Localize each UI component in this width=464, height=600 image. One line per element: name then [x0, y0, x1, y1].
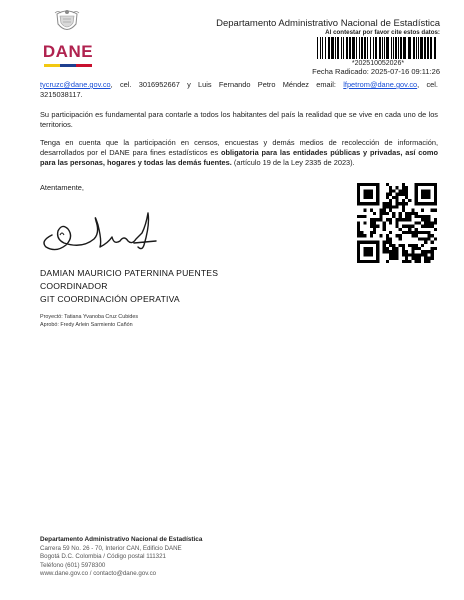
projected-by: Proyectó: Tatiana Yvanoba Cruz Cubides [40, 314, 139, 320]
contact-cel2: , cel. [417, 80, 438, 89]
cite-note: Al contestar por favor cite estos datos: [325, 29, 440, 36]
radicado-number: *202510052026* [351, 60, 405, 67]
footer [40, 536, 340, 579]
closing-salutation: Atentamente, [40, 183, 84, 192]
paragraph-obligation [40, 138, 438, 168]
flag-yellow-stripe [44, 64, 60, 67]
flag-blue-stripe [60, 64, 76, 67]
footer-address: Carrera 59 No. 26 - 70, Interior CAN, Edificio DANE [40, 544, 182, 552]
radicado-barcode [317, 37, 439, 61]
footer-phone: Teléfono (601) 5978300 [40, 561, 106, 569]
dane-wordmark: DANE [42, 42, 94, 61]
dane-logo [40, 8, 96, 78]
flag-red-stripe [76, 64, 92, 67]
obligation-text-end: (artículo 19 de la Ley 2335 de 2023). [231, 158, 355, 167]
qr-code [357, 183, 437, 263]
handwritten-signature [38, 205, 168, 255]
radicado-date: Fecha Radicado: 2025-07-16 09:11:26 [312, 67, 440, 76]
paragraph-participation: Su participación es fundamental para contarle a todos los habitantes del país la realidad que se vive en cada uno de los territorios. [40, 110, 438, 129]
contact-cel1: , cel. 3016952667 y Luis Fernando Petro Méndez email: [110, 80, 336, 89]
department-header: Departamento Administrativo Nacional de Estadística [216, 18, 440, 29]
obligation-bold-text: obligatoria para las entidades públicas y privadas, así como para las personas, hogares y todas las demás fuentes. [40, 148, 438, 167]
footer-city: Bogotá D.C. Colombia / Código postal 111321 [40, 553, 167, 561]
contact-cel2-number: 3215038117. [40, 90, 83, 99]
signer-title: COORDINADOR [40, 281, 108, 291]
contact-line [40, 80, 438, 90]
footer-web: www.dane.gov.co / contacto@dane.gov.co [40, 570, 157, 578]
footer-org: Departamento Administrativo Nacional de Estadística [40, 536, 203, 543]
email-link-tycruzc[interactable]: tycruzc@dane.gov.co [40, 80, 111, 89]
signer-name: DAMIAN MAURICIO PATERNINA PUENTES [40, 268, 219, 278]
email-link-lfpetrom[interactable]: lfpetrom@dane.gov.co [343, 80, 418, 89]
coat-of-arms-icon [54, 8, 80, 36]
obligation-text-start: Tenga en cuenta que la participación en censos, encuestas y demás medios de recolección de información, desarrollados por el DANE para fines estadísticos es [40, 138, 438, 157]
flag-bar [44, 64, 92, 67]
signer-unit: GIT COORDINACIÓN OPERATIVA [40, 294, 180, 304]
approved-by: Aprobó: Fredy Arlein Sarmiento Cañón [40, 322, 133, 328]
